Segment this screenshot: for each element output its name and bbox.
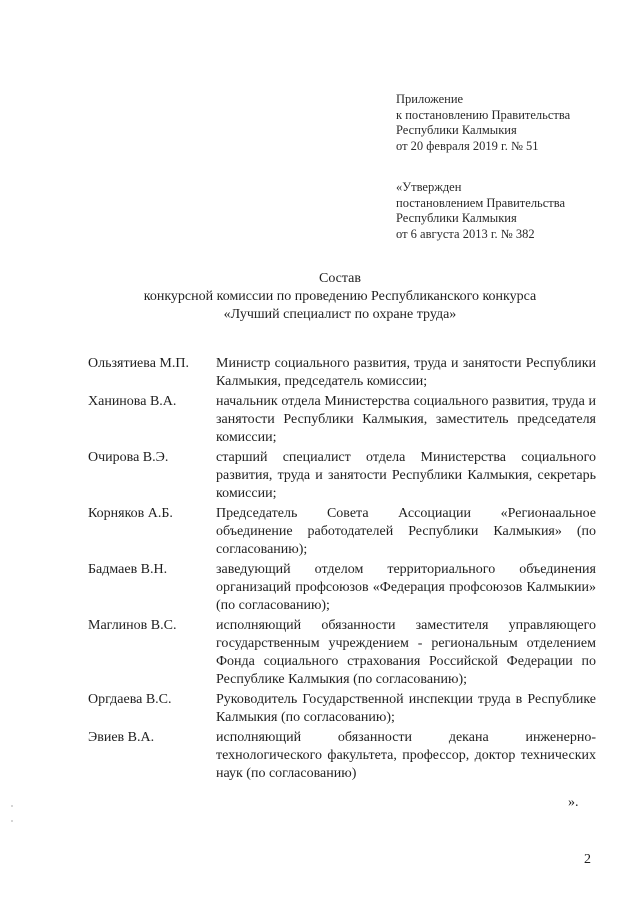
member-name: Бадмаев В.Н. [88,562,168,577]
approved-line-3: Республики Калмыкия [396,211,517,225]
member-name: Корняков А.Б. [88,506,173,521]
scan-speck [11,820,13,822]
member-role: заведующий отделом территориального объединения организаций профсоюзов «Федерация профсоюзов Калмыкии» (по согласованию); [216,562,596,613]
title-line-3: «Лучший специалист по охране труда» [223,307,457,322]
member-row [88,691,596,727]
appendix-line-4: от 20 февраля 2019 г. № 51 [396,138,539,153]
member-name: Очирова В.Э. [88,450,169,465]
member-name: Ханинова В.А. [88,394,177,409]
member-row [88,393,596,447]
member-name: Ользятиева М.П. [88,356,189,371]
member-row [88,729,596,783]
approved-header [396,180,626,242]
appendix-line-1: Приложение [396,92,464,106]
appendix-header [396,92,626,154]
closing-quote: ». [568,795,579,810]
member-row [88,505,596,559]
approved-line-2: постановлением Правительства [396,195,566,210]
member-row [88,561,596,615]
commission-members-list [88,355,596,785]
member-role: Руководитель Государственной инспекции труда в Республике Калмыкия (по согласованию); [216,692,596,725]
page-number: 2 [584,852,591,867]
approved-line-1: «Утвержден [396,180,462,194]
member-row [88,449,596,503]
member-name: Эвиев В.А. [88,730,155,745]
approved-line-4: от 6 августа 2013 г. № 382 [396,226,535,241]
scan-speck [11,805,13,807]
member-role: Министр социального развития, труда и занятости Республики Калмыкия, председатель комиссии; [216,356,596,389]
member-row [88,355,596,391]
title-line-1: Состав [318,271,361,286]
member-role: начальник отдела Министерства социального развития, труда и занятости Республики Калмыкия, заместитель председателя комиссии; [216,394,596,445]
member-name: Оргдаева В.С. [88,692,172,707]
document-title [60,270,620,324]
member-row [88,617,596,689]
member-role: исполняющий обязанности заместителя управляющего государственным учреждением - региональным отделением Фонда социального страхования Российской Федерации по Республике Калмыкия (по согласованию); [216,618,596,687]
member-role: старший специалист отдела Министерства социального развития, труда и занятости Республики Калмыкия, секретарь комиссии; [216,450,596,501]
appendix-line-2: к постановлению Правительства [396,107,571,122]
member-role: исполняющий обязанности декана инженерно-технологического факультета, профессор, доктор технических наук (по согласованию) [216,730,596,781]
title-line-2: конкурсной комиссии по проведению Республиканского конкурса [143,289,537,304]
appendix-line-3: Республики Калмыкия [396,123,517,137]
member-name: Маглинов В.С. [88,618,177,633]
member-role: Председатель Совета Ассоциации «Регионаальное объединение работодателей Республики Калмыкия» (по согласованию); [216,506,596,557]
